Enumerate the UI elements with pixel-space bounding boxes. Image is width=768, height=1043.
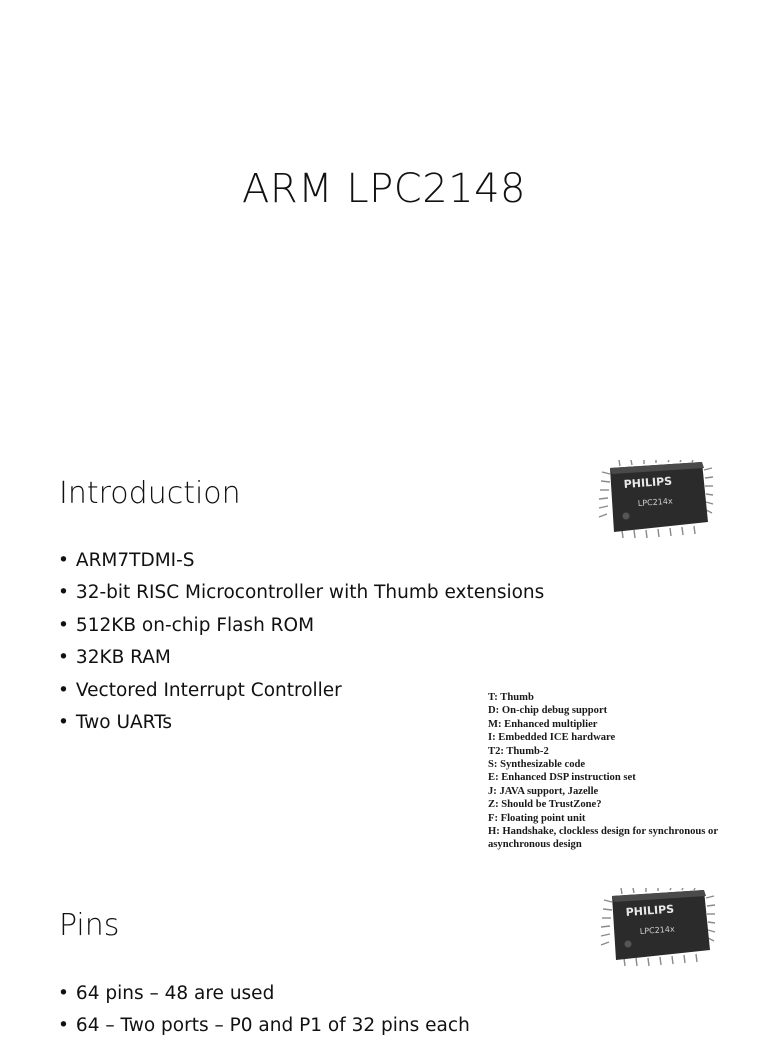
pins-slide [0,864,768,1037]
legend-line: M: Enhanced multiplier [488,718,598,730]
list-item: • 32KB RAM [58,642,544,674]
chip-brand-label: PHILIPS [623,474,673,491]
list-item: • Two UARTs [58,707,544,739]
slide-title: ARM LPC2148 [241,166,526,212]
title-slide [0,0,768,432]
arm-suffix-legend [488,691,748,852]
introduction-slide [0,432,768,864]
list-item: • Vectored Interrupt Controller [58,675,544,707]
chip-brand-label: PHILIPS [625,902,675,919]
list-item: • 512KB on-chip Flash ROM [58,610,544,642]
legend-line: E: Enhanced DSP instruction set [488,772,636,784]
bullet-list [58,978,470,1043]
legend-line: J: JAVA support, Jazelle [488,785,599,797]
list-item: • 32-bit RISC Microcontroller with Thumb extensions [58,577,544,609]
bullet-list [58,545,544,739]
legend-line: D: On-chip debug support [488,705,608,717]
legend-line: T: Thumb [488,692,534,703]
list-item: • 64 – Two ports – P0 and P1 of 32 pins each [58,1010,470,1042]
legend-line: F: Floating point unit [488,812,586,824]
legend-line: S: Synthesizable code [488,759,586,771]
list-item: • 64 pins – 48 are used [58,978,470,1010]
legend-line: H: Handshake, clockless design for synchronous or [488,826,719,838]
legend-line: I: Embedded ICE hardware [488,732,616,744]
microcontroller-chip-image [600,888,716,968]
slide-heading: Pins [59,908,120,943]
microcontroller-chip-image [598,460,714,540]
legend-line: T2: Thumb-2 [488,745,549,757]
list-item: • ARM7TDMI-S [58,545,544,577]
chip-model-label: LPC214x [639,924,675,936]
chip-model-label: LPC214x [637,496,673,508]
legend-line: Z: Should be TrustZone? [488,799,602,811]
legend-line: asynchronous design [488,839,582,851]
slide-heading: Introduction [59,476,241,511]
